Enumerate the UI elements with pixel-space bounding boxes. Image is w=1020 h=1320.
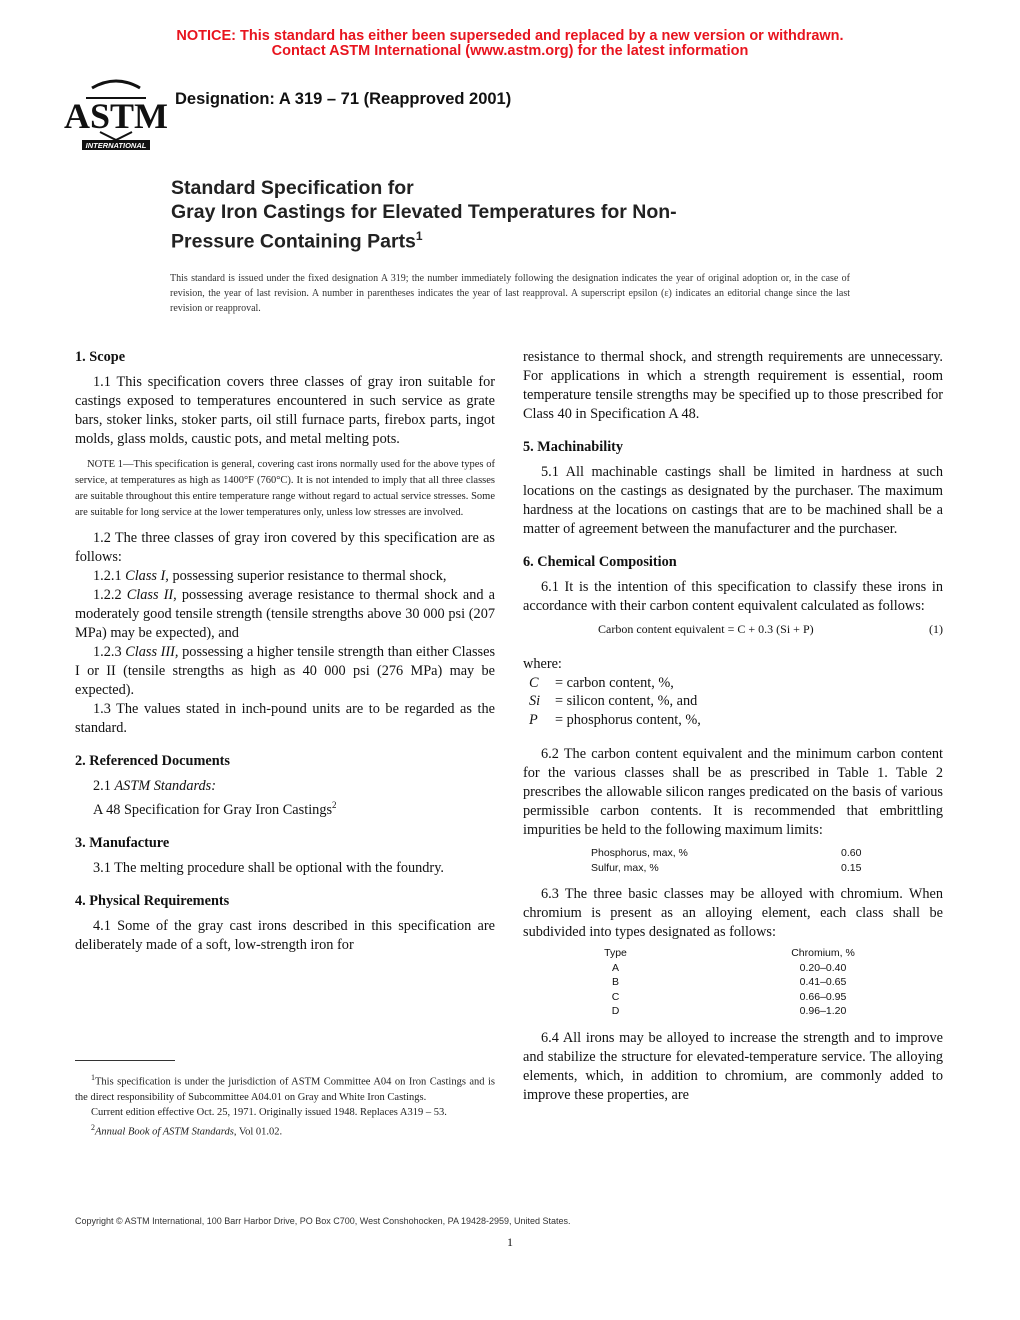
chromium-cell: 0.41–0.65: [799, 976, 847, 988]
document-title: [171, 176, 677, 254]
astm-standards-label: ASTM Standards:: [114, 778, 216, 794]
type-cell: A: [611, 961, 619, 974]
impurity-value: 0.15: [841, 861, 862, 874]
para-1-2-1: [75, 567, 495, 586]
equation-number: (1): [929, 622, 943, 636]
section-5-heading: 5. Machinability: [523, 439, 624, 455]
class-3-label: Class III,: [125, 644, 179, 660]
where-symbol: Si: [529, 693, 541, 709]
para-1-2-2-num: 1.2.2: [93, 587, 122, 603]
where-symbol: P: [529, 711, 538, 728]
para-6-2: 6.2 The carbon content equivalent and the minimum carbon content for the various classes shall be as prescribed in Table 1. Table 2 prescribes the allowable silicon ranges predicated on the basis of various permissible carbon contents. It is recommended that embrittling impurities be held to the following maximum limits:: [523, 746, 943, 838]
astm-logo: [63, 76, 169, 152]
chromium-table-row: [523, 990, 943, 1005]
footnote-1-mark: 1: [91, 1073, 95, 1082]
left-column: [75, 348, 495, 955]
astm-logo-mark: [64, 81, 168, 150]
para-4-1: 4.1 Some of the gray cast irons described in this specification are deliberately made of a soft, low-strength iron for: [75, 917, 495, 953]
type-cell: B: [611, 976, 619, 988]
para-1-2-3-num: 1.2.3: [93, 644, 122, 660]
where-row: [523, 711, 943, 730]
section-4-heading: 4. Physical Requirements: [75, 892, 230, 909]
footnote-1: [75, 1070, 495, 1105]
where-row: [523, 692, 943, 711]
para-2-1: [75, 777, 495, 796]
title-line-2: Gray Iron Castings for Elevated Temperatures for Non-: [171, 201, 677, 223]
para-2-1-num: 2.1: [93, 778, 111, 794]
copyright-line: Copyright © ASTM International, 100 Barr Harbor Drive, PO Box C700, West Conshohocken, PA 19428-2959, United States.: [75, 1216, 571, 1226]
designation: Designation: A 319 – 71 (Reapproved 2001): [175, 90, 512, 108]
chromium-cell: 0.20–0.40: [799, 961, 847, 974]
ref-a48-text: A 48 Specification for Gray Iron Castings: [93, 801, 333, 818]
para-1-2-1-text: possessing superior resistance to thermal shock,: [172, 568, 447, 584]
para-1-2-2-text: possessing average resistance to thermal shock and a moderately good tensile strength (tensile strengths above 30 000 psi (207 MPa) may be expected), and: [75, 587, 495, 641]
notice-line-1: NOTICE: This standard has either been superseded and replaced by a new version or withdrawn.: [176, 28, 844, 44]
logo-subtext: INTERNATIONAL: [85, 141, 147, 150]
section-2-heading: 2. Referenced Documents: [75, 753, 230, 769]
footnote-2-rest: , Vol 01.02.: [233, 1126, 283, 1137]
para-6-4: 6.4 All irons may be alloyed to increase the strength and to improve and stabilize the structure for elevated-temperature service. The alloying elements, which, in addition to chromium, are commonly added to improve these properties, are: [523, 1029, 943, 1103]
where-definition: = phosphorus content, %,: [555, 711, 701, 728]
class-2-label: Class II,: [126, 587, 177, 603]
footnote-rule: [75, 1060, 175, 1061]
section-1-heading: 1. Scope: [75, 349, 126, 365]
impurity-limits-table: [523, 846, 943, 875]
section-3-heading: 3. Manufacture: [75, 834, 170, 851]
impurity-value: 0.60: [841, 847, 862, 859]
title-footnote-mark: 1: [415, 229, 423, 243]
ref-a48-mark: 2: [332, 800, 337, 810]
note-1: NOTE 1—This specification is general, covering cast irons normally used for the above types of service, at temperatures as high as 1400°F (760°C). It is not intended to imply that all three classes are suitable throughout this entire temperature range without regard to actual service stresses. Some are suitable for long service at the lower temperatures only, unless low stresses are involved.: [75, 459, 495, 518]
para-6-3: 6.3 The three basic classes may be alloyed with chromium. When chromium is present as an alloying element, each class shall be subdivided into types designated as follows:: [523, 886, 943, 940]
para-5-1: 5.1 All machinable castings shall be limited in hardness at such locations on the castings as designated by the purchaser. The maximum hardness at the locations on castings that are to be machined shall be a matter of agreement between the manufacturer and the purchaser.: [523, 464, 943, 537]
ref-a48: [75, 796, 495, 820]
title-line-3: [171, 224, 677, 254]
chromium-header: Chromium, %: [791, 947, 855, 959]
footnote-1b: Current edition effective Oct. 25, 1971. Originally issued 1948. Replaces A319 – 53.: [91, 1106, 447, 1118]
chromium-types-table: [523, 946, 943, 1019]
type-header: Type: [604, 947, 627, 959]
notice-line-2: Contact ASTM International (www.astm.org) for the latest information: [271, 43, 749, 59]
para-1-1: 1.1 This specification covers three classes of gray iron suitable for castings exposed to temperatures encountered in such service as grate bars, stoker links, stoker parts, oil still furnace parts, firebox parts, ingot molds, glass molds, caustic pots, and metal melting pots.: [75, 374, 495, 447]
para-1-2-2: [75, 586, 495, 643]
where-block: [523, 655, 943, 729]
para-6-1: 6.1 It is the intention of this specification to classify these irons in accordance with their carbon content equivalent calculated as follows:: [523, 579, 943, 614]
impurity-label: Sulfur, max, %: [591, 861, 659, 874]
para-4-1-continued: resistance to thermal shock, and strength requirements are unnecessary. For applications in which a strength requirement is essential, room temperature tensile strengths may be specified up to those prescribed for Class 40 in Specification A 48.: [523, 349, 943, 422]
para-1-3: 1.3 The values stated in inch-pound units are to be regarded as the standard.: [75, 701, 495, 736]
footnote-1-text: This specification is under the jurisdiction of ASTM Committee A04 on Iron Castings and is the direct responsibility of Subcommittee A04.01 on Gray and White Iron Castings.: [75, 1076, 495, 1103]
footnote-2: [75, 1120, 495, 1140]
title-line-1: Standard Specification for: [171, 177, 414, 199]
equation-text: Carbon content equivalent = C + 0.3 (Si + P): [598, 622, 814, 636]
impurity-label: Phosphorus, max, %: [591, 847, 688, 859]
where-row: [523, 674, 943, 693]
footnote-2-title: Annual Book of ASTM Standards: [95, 1126, 234, 1137]
para-1-2-3: [75, 643, 495, 700]
right-column: [523, 348, 943, 1105]
chromium-table-row: [523, 975, 943, 990]
section-6-heading: 6. Chemical Composition: [523, 554, 677, 570]
class-1-label: Class I,: [125, 568, 169, 584]
title-line-3-text: Pressure Containing Parts: [171, 230, 416, 253]
impurity-row: [523, 861, 943, 876]
logo-text: ASTM: [63, 96, 169, 136]
footnotes: [75, 1070, 495, 1139]
impurity-row: [523, 846, 943, 861]
para-3-1: 3.1 The melting procedure shall be optional with the foundry.: [93, 859, 444, 876]
chromium-table-row: [523, 1004, 943, 1019]
para-1-2: 1.2 The three classes of gray iron covered by this specification are as follows:: [75, 530, 495, 565]
chromium-table-header: [523, 946, 943, 961]
where-definition: = silicon content, %, and: [555, 693, 698, 709]
para-1-2-1-num: 1.2.1: [93, 568, 122, 584]
page-number: 1: [507, 1235, 513, 1249]
equation-1: [523, 622, 943, 637]
chromium-table-row: [523, 961, 943, 976]
chromium-cell: 0.96–1.20: [799, 1005, 847, 1017]
para-1-2-3-text: possessing a higher tensile strength than either Classes I or II (tensile strengths as high as 40 000 psi (276 MPa) may be expected).: [75, 644, 496, 698]
where-symbol: C: [529, 674, 539, 691]
where-label: where:: [523, 656, 562, 672]
footnote-2-mark: 2: [91, 1122, 95, 1132]
intro-paragraph: This standard is issued under the fixed designation A 319; the number immediately following the designation indicates the year of original adoption or, in the case of revision, the year of last revision. A number in parentheses indicates the year of last reapproval. A superscript epsilon (ε) indicates an editorial change since the last revision or reapproval.: [170, 273, 850, 314]
chromium-cell: 0.66–0.95: [799, 990, 847, 1003]
type-cell: C: [611, 990, 620, 1003]
type-cell: D: [611, 1005, 620, 1017]
where-definition: = carbon content, %,: [555, 674, 674, 691]
